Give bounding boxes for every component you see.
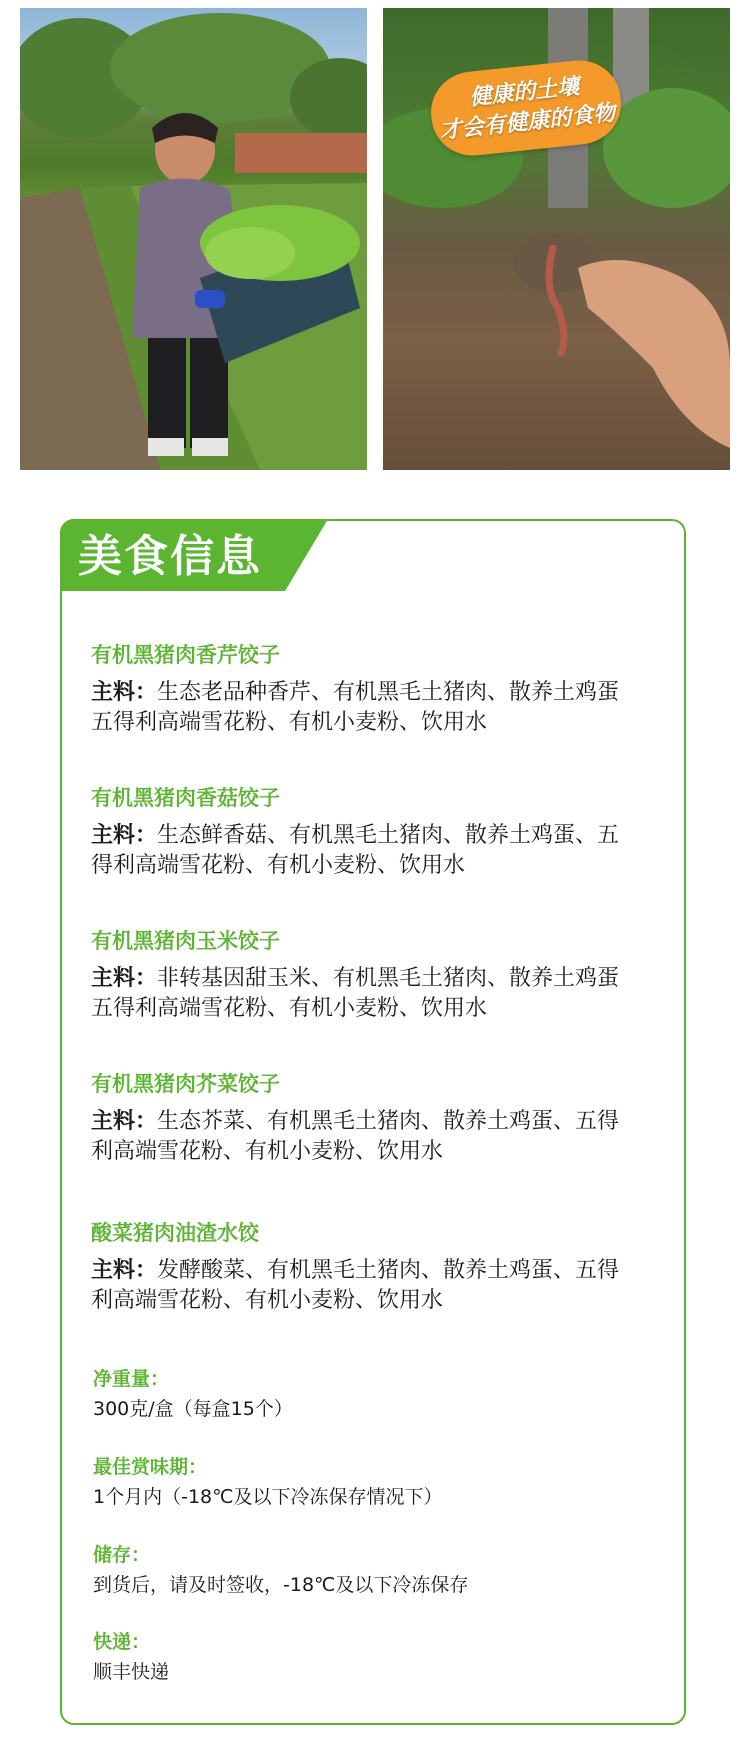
dish-name: 有机黑猪肉玉米饺子	[91, 929, 280, 953]
ingredients-label: 主料：	[91, 823, 158, 848]
ingredients-label: 主料：	[91, 1109, 158, 1134]
info-label: 储存：	[93, 1544, 151, 1566]
ingredients-line-2: 得利高端雪花粉、有机小麦粉、饮用水	[91, 853, 466, 878]
ingredients-line-1: 非转基因甜玉米、有机黑毛土猪肉、散养土鸡蛋	[157, 966, 620, 991]
dish-item	[91, 783, 661, 881]
slogan-line-1: 健康的土壤	[468, 74, 581, 111]
card-title: 美食信息	[78, 531, 262, 582]
slogan-line-2: 才会有健康的食物	[438, 100, 617, 145]
dish-ingredients	[91, 821, 661, 881]
farmer-photo	[20, 8, 367, 470]
delivery-info	[93, 1629, 653, 1685]
ingredients-label: 主料：	[91, 966, 158, 991]
dish-item	[91, 640, 661, 738]
dish-item	[91, 1218, 661, 1316]
soil-photo	[383, 8, 730, 470]
farmer-photo-illustration	[20, 8, 367, 470]
ingredients-line-1: 生态芥菜、有机黑毛土猪肉、散养土鸡蛋、五得	[157, 1109, 620, 1134]
dish-name: 有机黑猪肉香芹饺子	[91, 643, 280, 667]
info-value: 300克/盒（每盒15个）	[93, 1398, 293, 1420]
info-value: 到货后，请及时签收，-18℃及以下冷冻保存	[93, 1574, 469, 1596]
dish-ingredients	[91, 678, 661, 738]
best-before-info	[93, 1454, 653, 1510]
net-weight-info	[93, 1366, 653, 1422]
ingredients-line-2: 五得利高端雪花粉、有机小麦粉、饮用水	[91, 996, 488, 1021]
ingredients-line-1: 发酵酸菜、有机黑毛土猪肉、散养土鸡蛋、五得	[157, 1258, 620, 1283]
storage-info	[93, 1542, 653, 1598]
dish-name: 有机黑猪肉香菇饺子	[91, 786, 280, 810]
ingredients-label: 主料：	[91, 680, 158, 705]
dish-name: 有机黑猪肉芥菜饺子	[91, 1072, 280, 1096]
ingredients-label: 主料：	[91, 1258, 158, 1283]
info-value: 1个月内（-18℃及以下冷冻保存情况下）	[93, 1486, 443, 1508]
dish-item	[91, 1069, 661, 1167]
dish-ingredients	[91, 1256, 661, 1316]
info-value: 顺丰快递	[93, 1661, 170, 1683]
food-info-card	[60, 519, 686, 1725]
ingredients-line-2: 利高端雪花粉、有机小麦粉、饮用水	[91, 1139, 444, 1164]
dish-ingredients	[91, 964, 661, 1024]
dish-name: 酸菜猪肉油渣水饺	[91, 1221, 259, 1245]
dish-item	[91, 926, 661, 1024]
ingredients-line-1: 生态老品种香芹、有机黑毛土猪肉、散养土鸡蛋	[157, 680, 620, 705]
dish-ingredients	[91, 1107, 661, 1167]
ingredients-line-2: 五得利高端雪花粉、有机小麦粉、饮用水	[91, 710, 488, 735]
info-label: 快递：	[93, 1631, 151, 1653]
ingredients-line-2: 利高端雪花粉、有机小麦粉、饮用水	[91, 1288, 444, 1313]
ingredients-line-1: 生态鲜香菇、有机黑毛土猪肉、散养土鸡蛋、五	[157, 823, 620, 848]
info-label: 净重量：	[93, 1368, 170, 1390]
info-label: 最佳赏味期：	[93, 1456, 208, 1478]
